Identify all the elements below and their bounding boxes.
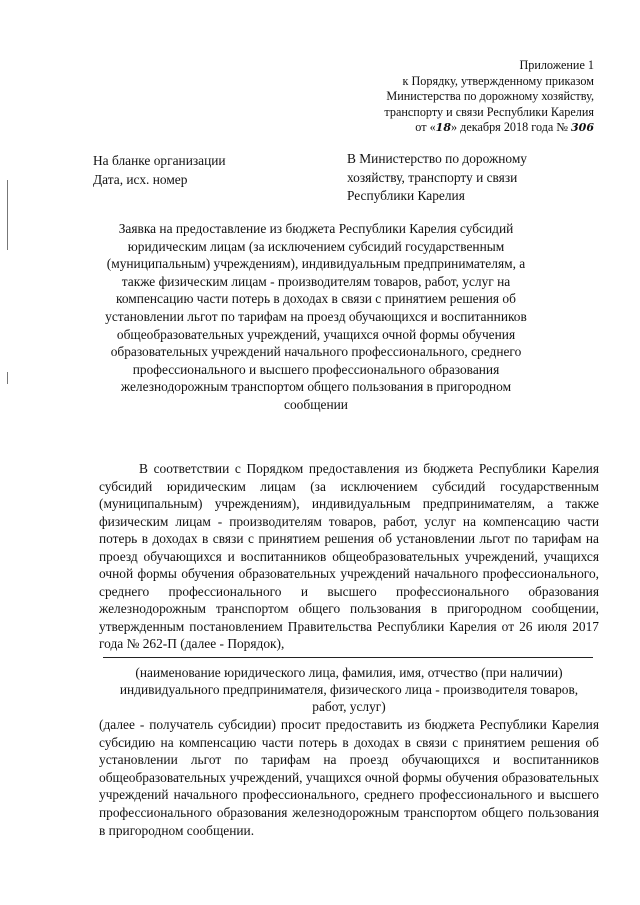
scan-margin-mark [7, 180, 8, 250]
body-paragraph: В соответствии с Порядком предоставления из бюджета Республики Карелия субсидий юридическим лицам (за исключением субсидий государственным (муниципальным) учреждениям), индивидуальным предпринимателям, а также физическим лицам - производителям товаров, работ, услуг на компенсацию части потерь в доходах в связи с принятием решения об установлении льгот по тарифам на проезд обучающихся и воспитанников общеобразовательных учреждений, учащихся очной формы обучения образовательных учреждений начального профессионального, среднего профессионального и высшего профессионального образования железнодорожным транспортом общего пользования в пригородном сообщении, утвержденным постановлением Правительства Республики Карелия от 26 июля 2017 года № 262-П (далее - Порядок), [99, 461, 599, 651]
handwritten-day: 18 [435, 121, 451, 135]
recipient-block: В Министерство по дорожному хозяйству, транспорту и связи Республики Карелия [347, 151, 527, 203]
field-caption: (наименование юридического лица, фамилия, имя, отчество (при наличии) индивидуального предпринимателя, физического лица - производителя товаров, работ, услуг) [119, 665, 579, 714]
handwritten-number: 306 [571, 121, 594, 135]
date-prefix: от « [415, 120, 436, 135]
appendix-line: Министерства по дорожному хозяйству, [386, 89, 594, 104]
sender-block [93, 152, 226, 189]
appendix-line: транспорту и связи Республики Карелия [384, 104, 594, 119]
appendix-line: Приложение 1 [519, 58, 594, 72]
document-title: Заявка на предоставление из бюджета Республики Карелия субсидий юридическим лицам (за исключением субсидий государственным (муниципальным) учреждениям), индивидуальным предпринимателям, а также физическим лицам - производителям товаров, работ, услуг на компенсацию части потерь в доходах в связи с принятием решения об установлении льгот по тарифам на проезд обучающихся и воспитанников общеобразовательных учреждений, учащихся очной формы обучения образовательных учреждений начального профессионального, среднего профессионального и высшего профессионального образования железнодорожным транспортом общего пользования в пригородном сообщении [105, 221, 527, 412]
sender-line: Дата, исх. номер [93, 171, 188, 187]
sender-line: На бланке организации [93, 153, 226, 168]
appendix-line: к Порядку, утвержденному приказом [402, 73, 594, 88]
appendix-date-line [294, 120, 594, 136]
date-middle: » декабря 2018 года № [450, 120, 572, 135]
scan-margin-mark [7, 372, 8, 384]
body-paragraph: (далее - получатель субсидии) просит предоставить из бюджета Республики Карелия субсидию на компенсацию части потерь в доходах в связи с принятием решения об установлении льгот по тарифам на проезд обучающихся и воспитанников общеобразовательных учреждений, учащихся очной формы обучения образовательных учреждений начального профессионального, среднего профессионального и высшего профессионального образования железнодорожным транспортом общего пользования в пригородном сообщении. [99, 717, 599, 838]
fill-in-line [103, 657, 593, 658]
appendix-header [294, 58, 594, 136]
